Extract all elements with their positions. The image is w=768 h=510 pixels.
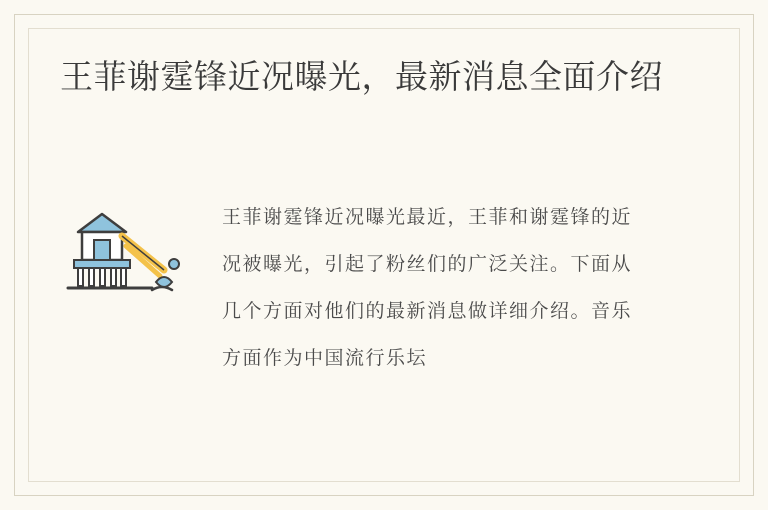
article-body-area xyxy=(60,194,708,382)
article-content xyxy=(60,52,708,470)
page-title: 王菲谢霆锋近况曝光，最新消息全面介绍 xyxy=(60,57,663,96)
article-paragraph: 王菲谢霆锋近况曝光最近，王菲和谢霆锋的近况被曝光，引起了粉丝们的广泛关注。下面从几个方面对他们的最新消息做详细介绍。音乐方面作为中国流行乐坛 xyxy=(222,206,633,369)
playground-slide-icon xyxy=(60,202,208,312)
